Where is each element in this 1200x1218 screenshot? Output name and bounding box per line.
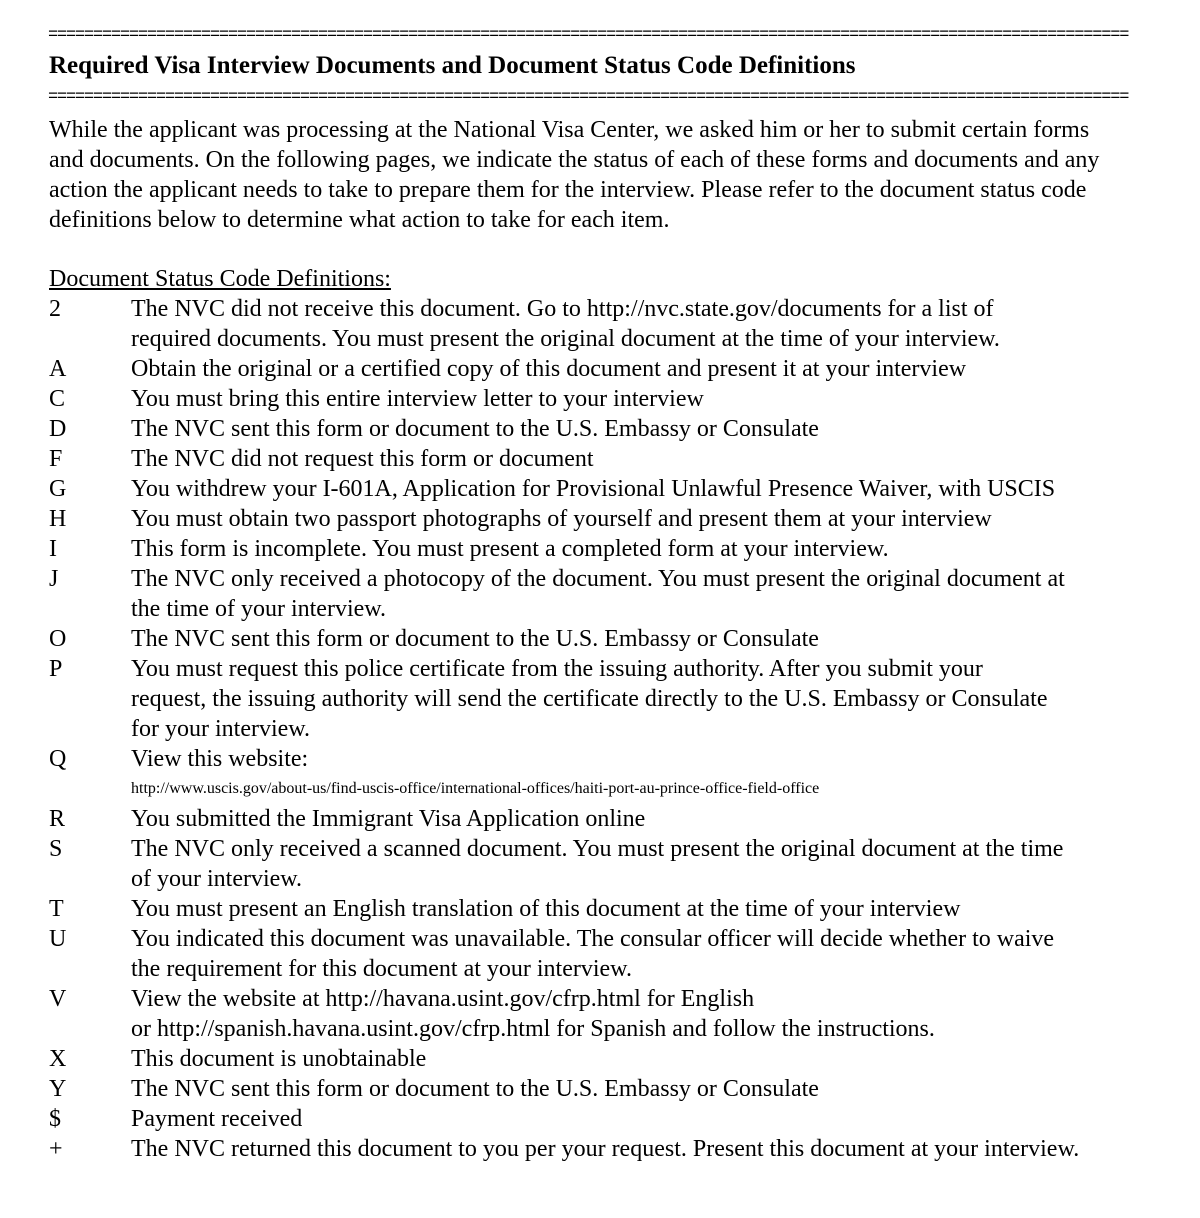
definition-line: the requirement for this document at your interview. <box>131 956 632 982</box>
status-definition <box>131 354 1189 384</box>
definition-row <box>49 744 1189 804</box>
definition-row <box>49 834 1189 894</box>
status-definition <box>131 804 1189 834</box>
definition-row <box>49 1074 1189 1104</box>
intro-line: definitions below to determine what action to take for each item. <box>49 207 670 233</box>
status-code: C <box>49 386 66 412</box>
status-code: I <box>49 536 57 562</box>
definition-line: The NVC did not request this form or document <box>131 446 594 472</box>
status-definition <box>131 534 1189 564</box>
intro-line: While the applicant was processing at the National Visa Center, we asked him or her to submit certain forms <box>49 117 1090 143</box>
definition-line: View this website: <box>131 746 309 772</box>
status-definition <box>131 504 1189 534</box>
definition-line: View the website at http://havana.usint.gov/cfrp.html for English <box>131 986 755 1012</box>
status-definition <box>131 894 1189 924</box>
intro-line: action the applicant needs to take to prepare them for the interview. Please refer to the document status code <box>49 177 1087 203</box>
definition-row <box>49 384 1189 414</box>
status-code: + <box>49 1136 63 1162</box>
definition-line: You indicated this document was unavailable. The consular officer will decide whether to waive <box>131 926 1055 952</box>
status-code: D <box>49 416 67 442</box>
definition-url: http://www.uscis.gov/about-us/find-uscis-office/international-offices/haiti-port-au-prince-office-field-office <box>131 780 820 797</box>
definition-row <box>49 564 1189 624</box>
status-definition <box>131 294 1189 354</box>
status-definition <box>131 384 1189 414</box>
definitions-list <box>49 294 1189 1164</box>
top-divider: ======================================================================================================================== <box>48 27 1129 44</box>
status-definition <box>131 984 1189 1044</box>
status-definition <box>131 624 1189 654</box>
status-code: V <box>49 986 67 1012</box>
definitions-heading: Document Status Code Definitions: <box>49 266 391 292</box>
status-definition <box>131 1134 1189 1164</box>
definition-line: You must request this police certificate from the issuing authority. After you submit your <box>131 656 983 682</box>
definition-line: Payment received <box>131 1106 303 1132</box>
status-code: S <box>49 836 63 862</box>
definition-row <box>49 444 1189 474</box>
definition-line: of your interview. <box>131 866 303 892</box>
definition-line: for your interview. <box>131 716 311 742</box>
status-definition <box>131 474 1189 504</box>
status-code: J <box>49 566 59 592</box>
status-code: G <box>49 476 67 502</box>
definition-line: The NVC returned this document to you per your request. Present this document at your interview. <box>131 1136 1080 1162</box>
status-code: Q <box>49 746 67 772</box>
status-code: R <box>49 806 66 832</box>
definition-row <box>49 474 1189 504</box>
status-code: X <box>49 1046 67 1072</box>
definition-row <box>49 984 1189 1044</box>
status-definition <box>131 444 1189 474</box>
intro-paragraph <box>49 115 1189 235</box>
status-code: T <box>49 896 64 922</box>
status-code: H <box>49 506 67 532</box>
definition-row <box>49 1044 1189 1074</box>
definition-line: You withdrew your I-601A, Application for Provisional Unlawful Presence Waiver, with USCIS <box>131 476 1056 502</box>
definition-row <box>49 894 1189 924</box>
status-code: U <box>49 926 67 952</box>
definition-row <box>49 414 1189 444</box>
definition-row <box>49 1104 1189 1134</box>
definition-row <box>49 504 1189 534</box>
definition-line: You must obtain two passport photographs of yourself and present them at your interview <box>131 506 992 532</box>
definition-row <box>49 654 1189 744</box>
page-title: Required Visa Interview Documents and Document Status Code Definitions <box>49 52 856 79</box>
status-code: F <box>49 446 63 472</box>
definition-line: The NVC did not receive this document. Go to http://nvc.state.gov/documents for a list of <box>131 296 994 322</box>
status-definition <box>131 924 1189 984</box>
status-definition <box>131 414 1189 444</box>
status-definition <box>131 564 1189 624</box>
definition-line: The NVC sent this form or document to the U.S. Embassy or Consulate <box>131 1076 819 1102</box>
intro-line: and documents. On the following pages, we indicate the status of each of these forms and documents and any <box>49 147 1100 173</box>
definition-line: You must present an English translation of this document at the time of your interview <box>131 896 961 922</box>
definition-line: This document is unobtainable <box>131 1046 427 1072</box>
status-definition <box>131 1104 1189 1134</box>
definition-line: or http://spanish.havana.usint.gov/cfrp.html for Spanish and follow the instructions. <box>131 1016 935 1042</box>
definition-line: request, the issuing authority will send the certificate directly to the U.S. Embassy or Consulate <box>131 686 1048 712</box>
status-code: P <box>49 656 63 682</box>
definition-line: The NVC sent this form or document to the U.S. Embassy or Consulate <box>131 626 819 652</box>
status-code: A <box>49 356 67 382</box>
status-definition <box>131 1074 1189 1104</box>
status-code: 2 <box>49 296 61 322</box>
status-definition <box>131 654 1189 744</box>
definition-line: the time of your interview. <box>131 596 387 622</box>
definition-line: This form is incomplete. You must present a completed form at your interview. <box>131 536 889 562</box>
definition-row <box>49 354 1189 384</box>
status-code: Y <box>49 1076 67 1102</box>
definition-row <box>49 924 1189 984</box>
definition-row <box>49 294 1189 354</box>
definition-line: You submitted the Immigrant Visa Application online <box>131 806 646 832</box>
status-definition <box>131 1044 1189 1074</box>
definition-line: The NVC sent this form or document to the U.S. Embassy or Consulate <box>131 416 819 442</box>
definition-row <box>49 534 1189 564</box>
status-definition <box>131 834 1189 894</box>
definition-line: You must bring this entire interview letter to your interview <box>131 386 704 412</box>
status-code: O <box>49 626 67 652</box>
status-definition <box>131 744 1189 804</box>
definition-row <box>49 804 1189 834</box>
status-code: $ <box>49 1106 61 1132</box>
definition-line: The NVC only received a scanned document. You must present the original document at the time <box>131 836 1064 862</box>
definition-row <box>49 624 1189 654</box>
title-divider: ======================================================================================================================== <box>48 89 1129 106</box>
definition-line: Obtain the original or a certified copy of this document and present it at your interview <box>131 356 967 382</box>
definition-line: The NVC only received a photocopy of the document. You must present the original document at <box>131 566 1065 592</box>
definition-line: required documents. You must present the original document at the time of your interview. <box>131 326 1000 352</box>
definition-row <box>49 1134 1189 1164</box>
